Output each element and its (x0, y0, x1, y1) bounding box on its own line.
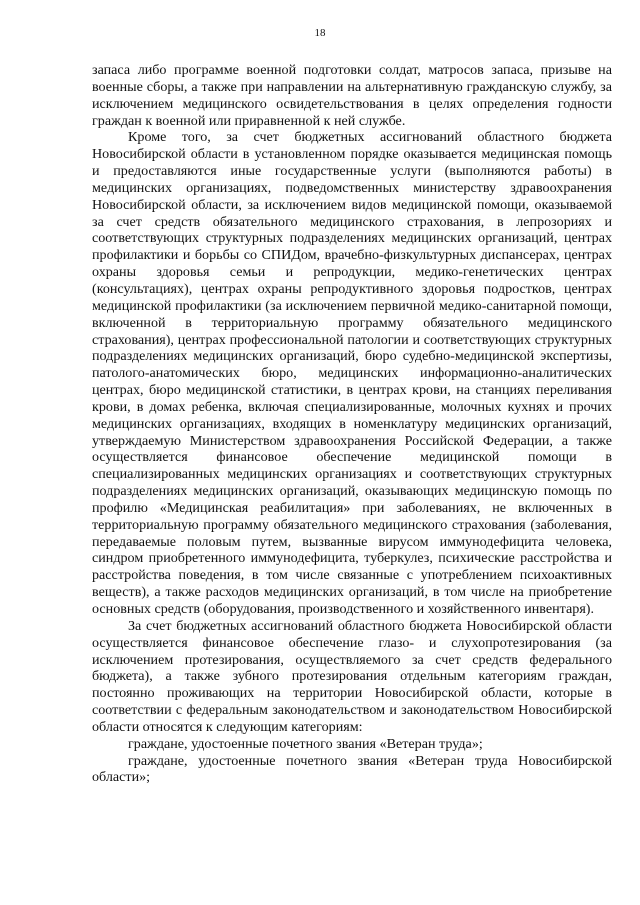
list-item-veteran-labor-nso: граждане, удостоенные почетного звания «Ветеран труда Новосибирской области»; (92, 752, 612, 786)
paragraph-1: запаса либо программе военной подготовки солдат, матросов запаса, призыве на военные сборы, а также при направлении на альтернативную гражданскую службу, за исключением медицинского освидетельствования в целях определения годности граждан к военной или приравненной к ней службе. (92, 62, 612, 129)
paragraph-2: Кроме того, за счет бюджетных ассигнований областного бюджета Новосибирской области в установленном порядке оказывается медицинская помощь и предоставляются иные государственные услуги (выполняются работы) в медицинских организациях, подведомственных министерству здравоохранения Новосибирской области, за исключением видов медицинской помощи, оказываемой за счет средств обязательного медицинского страхования, в лепрозориях и соответствующих структурных подразделениях медицинских организаций, центрах профилактики и борьбы со СПИДом, врачебно-физкультурных диспансерах, центрах охраны здоровья семьи и репродукции, медико-генетических центрах (консультациях), центрах охраны репродуктивного здоровья подростков, центрах медицинской профилактики (за исключением первичной медико-санитарной помощи, включенной в территориальную программу обязательного медицинского страхования), центрах профессиональной патологии и соответствующих структурных подразделениях медицинских организаций, бюро судебно-медицинской экспертизы, патолого-анатомических бюро, медицинских информационно-аналитических центрах, бюро медицинской статистики, в центрах крови, на станциях переливания крови, в домах ребенка, включая специализированные, молочных кухнях и прочих медицинских организациях, входящих в номенклатуру медицинских организаций, утверждаемую Министерством здравоохранения Российской Федерации, а также осуществляется финансовое обеспечение медицинской помощи в специализированных медицинских организациях и соответствующих структурных подразделениях медицинских организаций, оказывающих медицинскую помощь по профилю «Медицинская реабилитация» при заболеваниях, не включенных в территориальную программу обязательного медицинского страхования (заболевания, передаваемые половым путем, вызванные вирусом иммунодефицита человека, синдром приобретенного иммунодефицита, туберкулез, психические расстройства и расстройства поведения, в том числе связанные с употреблением психоактивных веществ), а также расходов медицинских организаций, в том числе на приобретение основных средств (оборудования, производственного и хозяйственного инвентаря). (92, 129, 612, 617)
list-item-veteran-labor: граждане, удостоенные почетного звания «Ветеран труда»; (128, 735, 483, 752)
page-number: 18 (314, 27, 326, 39)
paragraph-3: За счет бюджетных ассигнований областного бюджета Новосибирской области осуществляется финансовое обеспечение глазо- и слухопротезирования (за исключением протезирования, осуществляемого за счет средств федерального бюджета), а также зубного протезирования отдельным категориям граждан, постоянно проживающих на территории Новосибирской области, которые в соответствии с федеральным законодательством и законодательством Новосибирской области относятся к следующим категориям: (92, 617, 612, 735)
document-body (92, 62, 612, 786)
